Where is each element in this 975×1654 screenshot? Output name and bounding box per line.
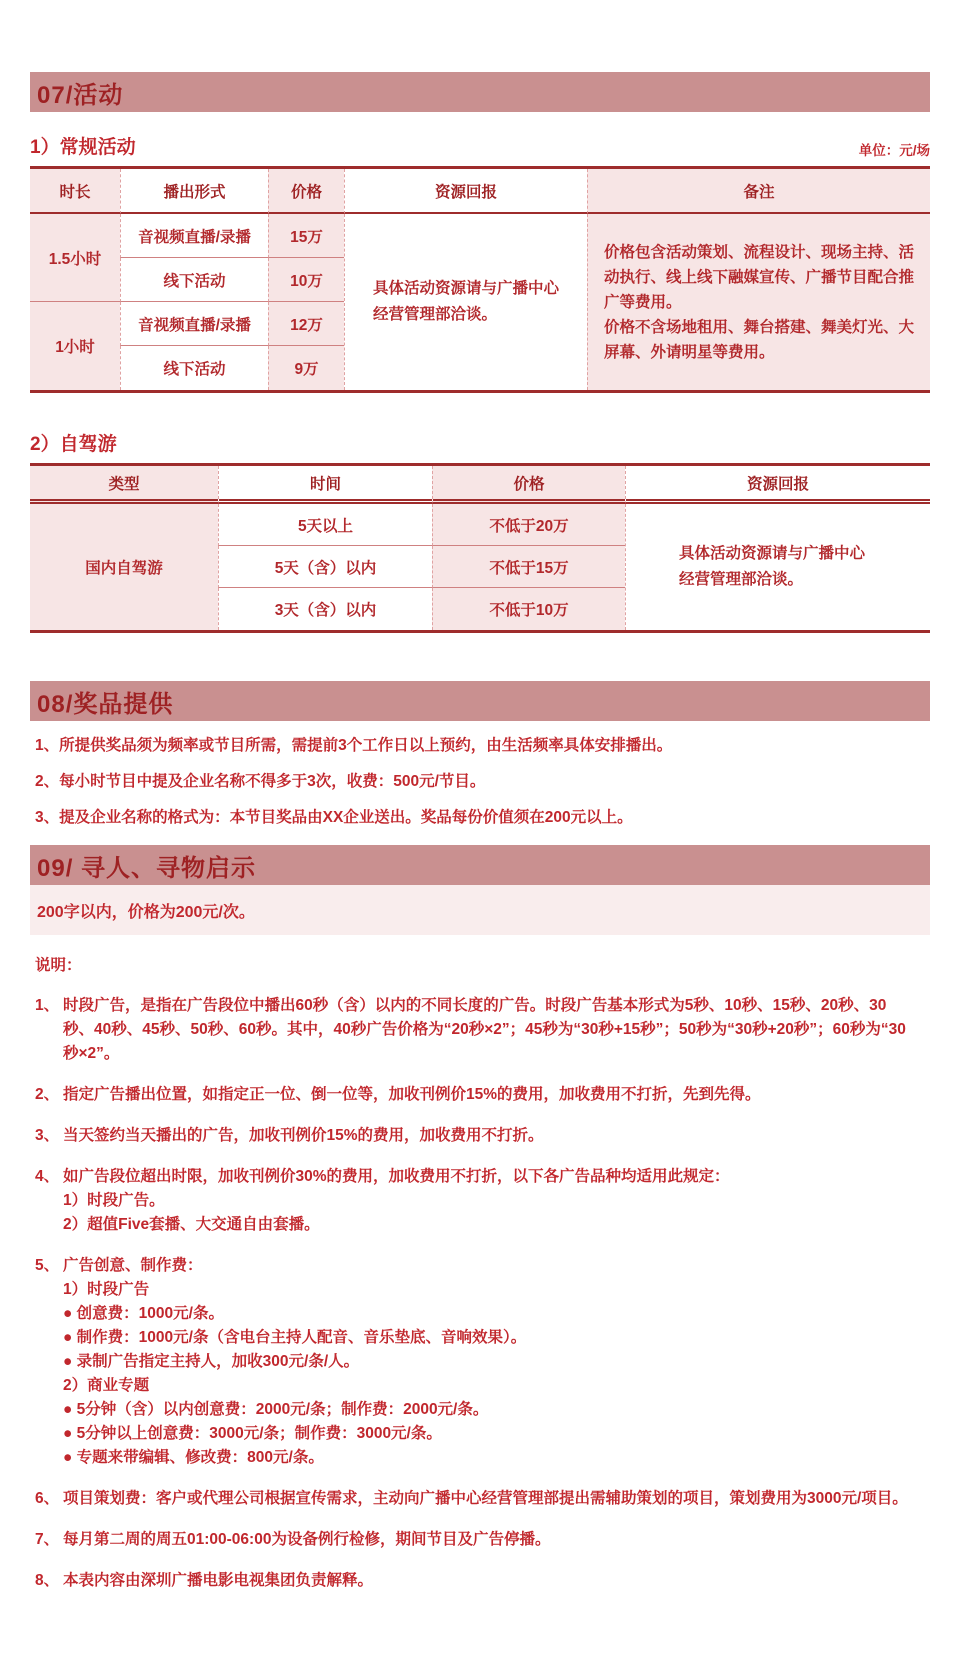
note-sub-item: 2）超值Five套播、大交通自由套播。 (63, 1216, 320, 1233)
note-text: 时段广告，是指在广告段位中播出60秒（含）以内的不同长度的广告。时段广告基本形式为5秒、10秒、15秒、20秒、30秒、40秒、45秒、50秒、60秒。其中，40秒广告价格为“20秒×2”；45秒为“30秒+15秒”；50秒为“30秒+20秒”；60秒为“30秒×2”。 (63, 997, 906, 1062)
note-item-5 (35, 1254, 930, 1470)
note-body (63, 1083, 930, 1107)
note-text: 项目策划费：客户或代理公司根据宣传需求，主动向广播中心经营管理部提出需辅助策划的项目，策划费用为3000元/项目。 (63, 1490, 908, 1507)
type-cell: 国内自驾游 (30, 504, 218, 630)
price-cell: 不低于10万 (432, 588, 625, 630)
note-text: 广告创意、制作费： (63, 1257, 203, 1274)
note-text: 指定广告播出位置，如指定正一位、倒一位等，加收刊例价15%的费用，加收费用不打折，先到先得。 (63, 1086, 761, 1103)
section-08-title: 08/奖品提供 (37, 690, 174, 718)
selfdrive-table (30, 463, 930, 633)
note-sub-item: 1）时段广告 (63, 1281, 150, 1298)
note-item-7 (35, 1528, 930, 1552)
col-header-price: 价格 (432, 466, 625, 504)
col-header-resource-return: 资源回报 (625, 466, 930, 504)
duration-cell-1-5h: 1.5小时 (30, 214, 120, 302)
note-item-8 (35, 1569, 930, 1593)
remark-line-1: 价格包含活动策划、流程设计、现场主持、活动执行、线上线下融媒宣传、广播节目配合推广等费用。 (604, 243, 915, 311)
selfdrive-header-row (30, 429, 930, 456)
note-body (63, 1165, 930, 1237)
note-body (63, 994, 930, 1066)
form-cell: 线下活动 (120, 346, 268, 390)
note-number: 1、 (35, 997, 60, 1014)
col-header-price: 价格 (268, 169, 344, 214)
section-08-banner (30, 681, 930, 721)
remark-cell (587, 214, 930, 390)
note-item-2 (35, 1083, 930, 1107)
duration-cell-1h: 1小时 (30, 302, 120, 390)
time-cell: 5天以上 (218, 504, 432, 546)
resource-return-cell (625, 504, 930, 630)
prize-rule-2: 2、每小时节目中提及企业名称不得多于3次，收费：500元/节目。 (35, 773, 486, 790)
price-cell: 9万 (268, 346, 344, 390)
remark-line-2: 价格不含场地租用、舞台搭建、舞美灯光、大屏幕、外请明星等费用。 (604, 318, 915, 361)
price-cell: 10万 (268, 258, 344, 302)
note-text: 每月第二周的周五01:00-06:00为设备例行检修，期间节目及广告停播。 (63, 1531, 551, 1548)
form-cell: 音视频直播/录播 (120, 214, 268, 258)
col-header-type: 类型 (30, 466, 218, 504)
resource-line-2: 经营管理部洽谈。 (679, 571, 804, 588)
note-sub-item: ● 5分钟以上创意费：3000元/条；制作费：3000元/条。 (63, 1425, 442, 1442)
col-header-remark: 备注 (587, 169, 930, 214)
time-cell: 5天（含）以内 (218, 546, 432, 588)
notes-section (30, 955, 930, 1593)
note-sub-item: 2）商业专题 (63, 1377, 150, 1394)
note-number: 3、 (35, 1127, 60, 1144)
prize-rule-1: 1、所提供奖品须为频率或节目所需，需提前3个工作日以上预约，由生活频率具体安排播出。 (35, 737, 673, 754)
note-item-4 (35, 1165, 930, 1237)
time-cell: 3天（含）以内 (218, 588, 432, 630)
note-number: 6、 (35, 1490, 60, 1507)
notes-title: 说明： (35, 957, 82, 974)
regular-activities-header-row (30, 132, 930, 159)
note-sub-item: ● 制作费：1000元/条（含电台主持人配音、音乐垫底、音响效果）。 (63, 1329, 527, 1346)
note-sub-item: ● 创意费：1000元/条。 (63, 1305, 224, 1322)
section-09-banner (30, 845, 930, 885)
note-body (63, 1528, 930, 1552)
note-body (63, 1124, 930, 1148)
note-sub-item: ● 5分钟（含）以内创意费：2000元/条；制作费：2000元/条。 (63, 1401, 489, 1418)
price-cell: 12万 (268, 302, 344, 346)
note-sub-item: 1）时段广告。 (63, 1192, 165, 1209)
notice-price-strip (30, 885, 930, 935)
col-header-duration: 时长 (30, 169, 120, 214)
resource-line-1: 具体活动资源请与广播中心 (679, 545, 866, 562)
note-number: 8、 (35, 1572, 60, 1589)
note-item-3 (35, 1124, 930, 1148)
section-07-banner (30, 72, 930, 112)
col-header-broadcast-form: 播出形式 (120, 169, 268, 214)
note-body (63, 1569, 930, 1593)
note-text: 本表内容由深圳广播电影电视集团负责解释。 (63, 1572, 374, 1589)
note-text: 如广告段位超出时限，加收刊例价30%的费用，加收费用不打折，以下各广告品种均适用此规定： (63, 1168, 730, 1185)
form-cell: 线下活动 (120, 258, 268, 302)
regular-activities-table (30, 166, 930, 393)
prize-rules-list (30, 734, 930, 829)
section-07-title: 07/活动 (37, 81, 124, 109)
regular-activities-heading: 1）常规活动 (30, 137, 136, 158)
note-number: 7、 (35, 1531, 60, 1548)
section-09-title: 09/ 寻人、寻物启示 (37, 854, 257, 882)
note-item-6 (35, 1487, 930, 1511)
note-body (63, 1254, 930, 1470)
col-header-resource-return: 资源回报 (344, 169, 587, 214)
col-header-time: 时间 (218, 466, 432, 504)
selfdrive-heading: 2）自驾游 (30, 434, 117, 455)
price-cell: 不低于15万 (432, 546, 625, 588)
note-sub-item: ● 录制广告指定主持人，加收300元/条/人。 (63, 1353, 360, 1370)
note-number: 2、 (35, 1086, 60, 1103)
resource-return-cell: 具体活动资源请与广播中心经营管理部洽谈。 (344, 214, 587, 390)
form-cell: 音视频直播/录播 (120, 302, 268, 346)
note-body (63, 1487, 930, 1511)
note-item-1 (35, 994, 930, 1066)
note-sub-item: ● 专题来带编辑、修改费：800元/条。 (63, 1449, 324, 1466)
note-number: 5、 (35, 1257, 60, 1274)
prize-rule-3: 3、提及企业名称的格式为：本节目奖品由XX企业送出。奖品每份价值须在200元以上。 (35, 809, 633, 826)
note-number: 4、 (35, 1168, 60, 1185)
notice-price-text: 200字以内，价格为200元/次。 (37, 903, 255, 921)
price-cell: 15万 (268, 214, 344, 258)
note-text: 当天签约当天播出的广告，加收刊例价15%的费用，加收费用不打折。 (63, 1127, 544, 1144)
unit-label: 单位：元/场 (858, 143, 930, 158)
price-cell: 不低于20万 (432, 504, 625, 546)
